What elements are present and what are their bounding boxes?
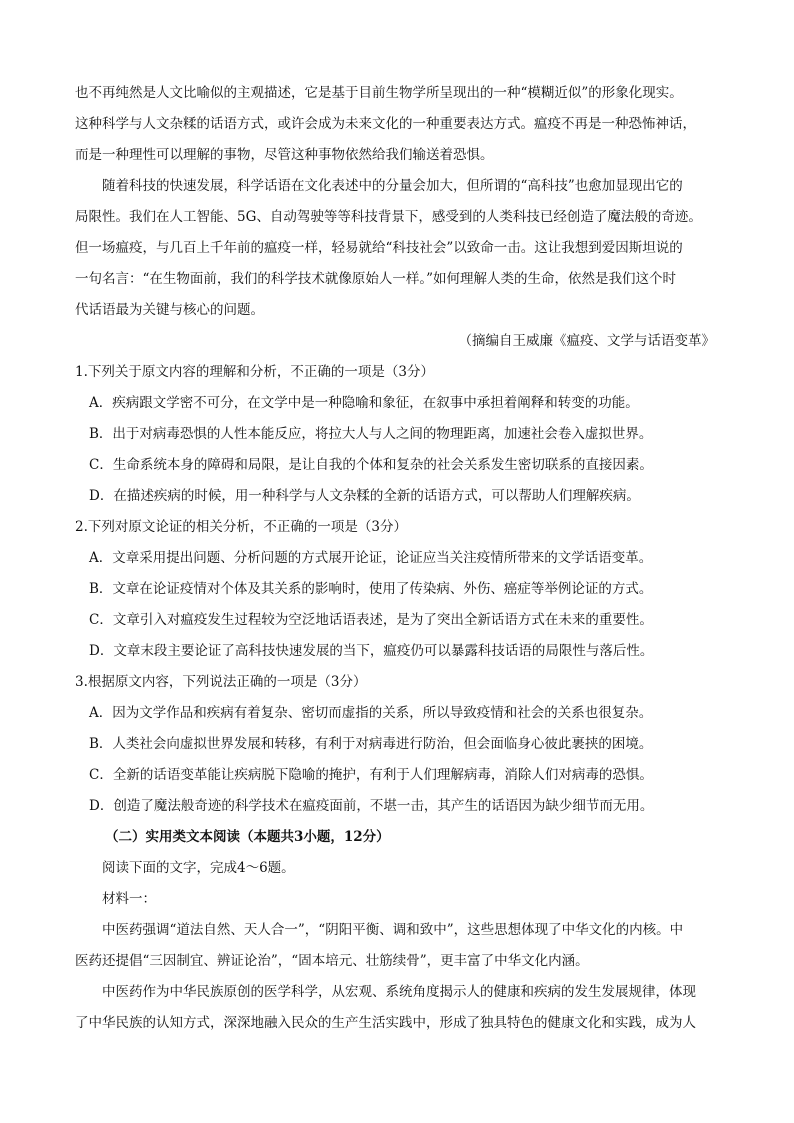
text-line: 了中华民族的认知方式，深深地融入民众的生产生活实践中，形成了独具特色的健康文化和实践，成为人 xyxy=(75,1015,696,1031)
option-c: C．全新的话语变革能让疾病脱下隐喻的掩护，有利于人们理解病毒，消除人们对病毒的恐惧。 xyxy=(89,767,653,783)
text-line: 中医药强调“道法自然、天人合一”，“阴阳平衡、调和致中”，这些思想体现了中华文化的内核。中 xyxy=(102,922,684,938)
question-stem: 2.下列对原文论证的相关分析，不正确的一项是（3分） xyxy=(75,519,407,535)
page-content xyxy=(75,78,725,1039)
option-d: D．创造了魔法般奇迹的科学技术在瘟疫面前，不堪一击，其产生的话语因为缺少细节而无用。 xyxy=(89,798,654,814)
question-2 xyxy=(75,512,725,667)
option-a: A．文章采用提出问题、分析问题的方式展开论证，论证应当关注疫情所带来的文学话语变革。 xyxy=(89,550,653,566)
material-paragraph xyxy=(75,915,725,977)
passage-paragraph xyxy=(75,171,725,326)
section-instruction: 阅读下面的文字，完成4～6题。 xyxy=(102,860,295,876)
text-line: 但一场瘟疫，与几百上千年前的瘟疫一样，轻易就给“科技社会”以致命一击。这让我想到爱因斯坦说的 xyxy=(75,240,683,256)
text-line: 也不再纯然是人文比喻似的主观描述，它是基于目前生物学所呈现出的一种“模糊近似”的形象化现实。 xyxy=(75,85,683,101)
text-line: 一句名言：“在生物面前，我们的科学技术就像原始人一样。”如何理解人类的生命，依然是我们这个时 xyxy=(75,271,677,287)
section-title: （二）实用类文本阅读（本题共3小题，12分） xyxy=(105,829,390,845)
source-citation: （摘编自王威廉《瘟疫、文学与话语变革》 xyxy=(458,333,715,349)
option-d: D．在描述疾病的时候，用一种科学与人文杂糅的全新的话语方式，可以帮助人们理解疾病。 xyxy=(89,488,640,504)
question-3 xyxy=(75,667,725,822)
option-b: B．文章在论证疫情对个体及其关系的影响时，使用了传染病、外伤、癌症等举例论证的方式。 xyxy=(89,581,653,597)
question-stem: 3.根据原文内容，下列说法正确的一项是（3分） xyxy=(75,674,367,690)
option-a: A．因为文学作品和疾病有着复杂、密切而虚指的关系，所以导致疫情和社会的关系也很复杂。 xyxy=(89,705,653,721)
text-line: 局限性。我们在人工智能、5G、自动驾驶等等科技背景下，感受到的人类科技已经创造了魔法般的奇迹。 xyxy=(75,209,702,225)
question-stem: 1.下列关于原文内容的理解和分析，不正确的一项是（3分） xyxy=(75,364,434,380)
option-c: C．文章引入对瘟疫发生过程较为空泛地话语表述，是为了突出全新话语方式在未来的重要性。 xyxy=(89,612,653,628)
text-line: 医药还提倡“三因制宜、辨证论治”，“固本培元、壮筋续骨”，更丰富了中华文化内涵。 xyxy=(75,953,589,969)
option-a: A．疾病跟文学密不可分，在文学中是一种隐喻和象征，在叙事中承担着阐释和转变的功能。 xyxy=(89,395,639,411)
material-label: 材料一： xyxy=(102,891,156,907)
text-line: 而是一种理性可以理解的事物，尽管这种事物依然给我们输送着恐惧。 xyxy=(75,147,494,163)
material-paragraph xyxy=(75,977,725,1039)
option-b: B．人类社会向虚拟世界发展和转移，有利于对病毒进行防治，但会面临身心彼此裹挟的困境。 xyxy=(89,736,653,752)
text-line: 中医药作为中华民族原创的医学科学，从宏观、系统角度揭示人的健康和疾病的发生发展规律，体现 xyxy=(102,984,696,1000)
option-d: D．文章末段主要论证了高科技快速发展的当下，瘟疫仍可以暴露科技话语的局限性与落后性。 xyxy=(89,643,654,659)
text-line: 这种科学与人文杂糅的话语方式，或许会成为未来文化的一种重要表达方式。瘟疫不再是一种恐怖神话， xyxy=(75,116,696,132)
option-c: C．生命系统本身的障碍和局限，是让自我的个体和复杂的社会关系发生密切联系的直接因素。 xyxy=(89,457,653,473)
passage-paragraph-continued xyxy=(75,78,725,171)
option-b: B．出于对病毒恐惧的人性本能反应，将拉大人与人之间的物理距离，加速社会卷入虚拟世界。 xyxy=(89,426,653,442)
text-line: 随着科技的快速发展，科学话语在文化表述中的分量会加大，但所谓的“高科技”也愈加显现出它的 xyxy=(102,178,683,194)
text-line: 代话语最为关键与核心的问题。 xyxy=(75,302,264,318)
question-1 xyxy=(75,357,725,512)
